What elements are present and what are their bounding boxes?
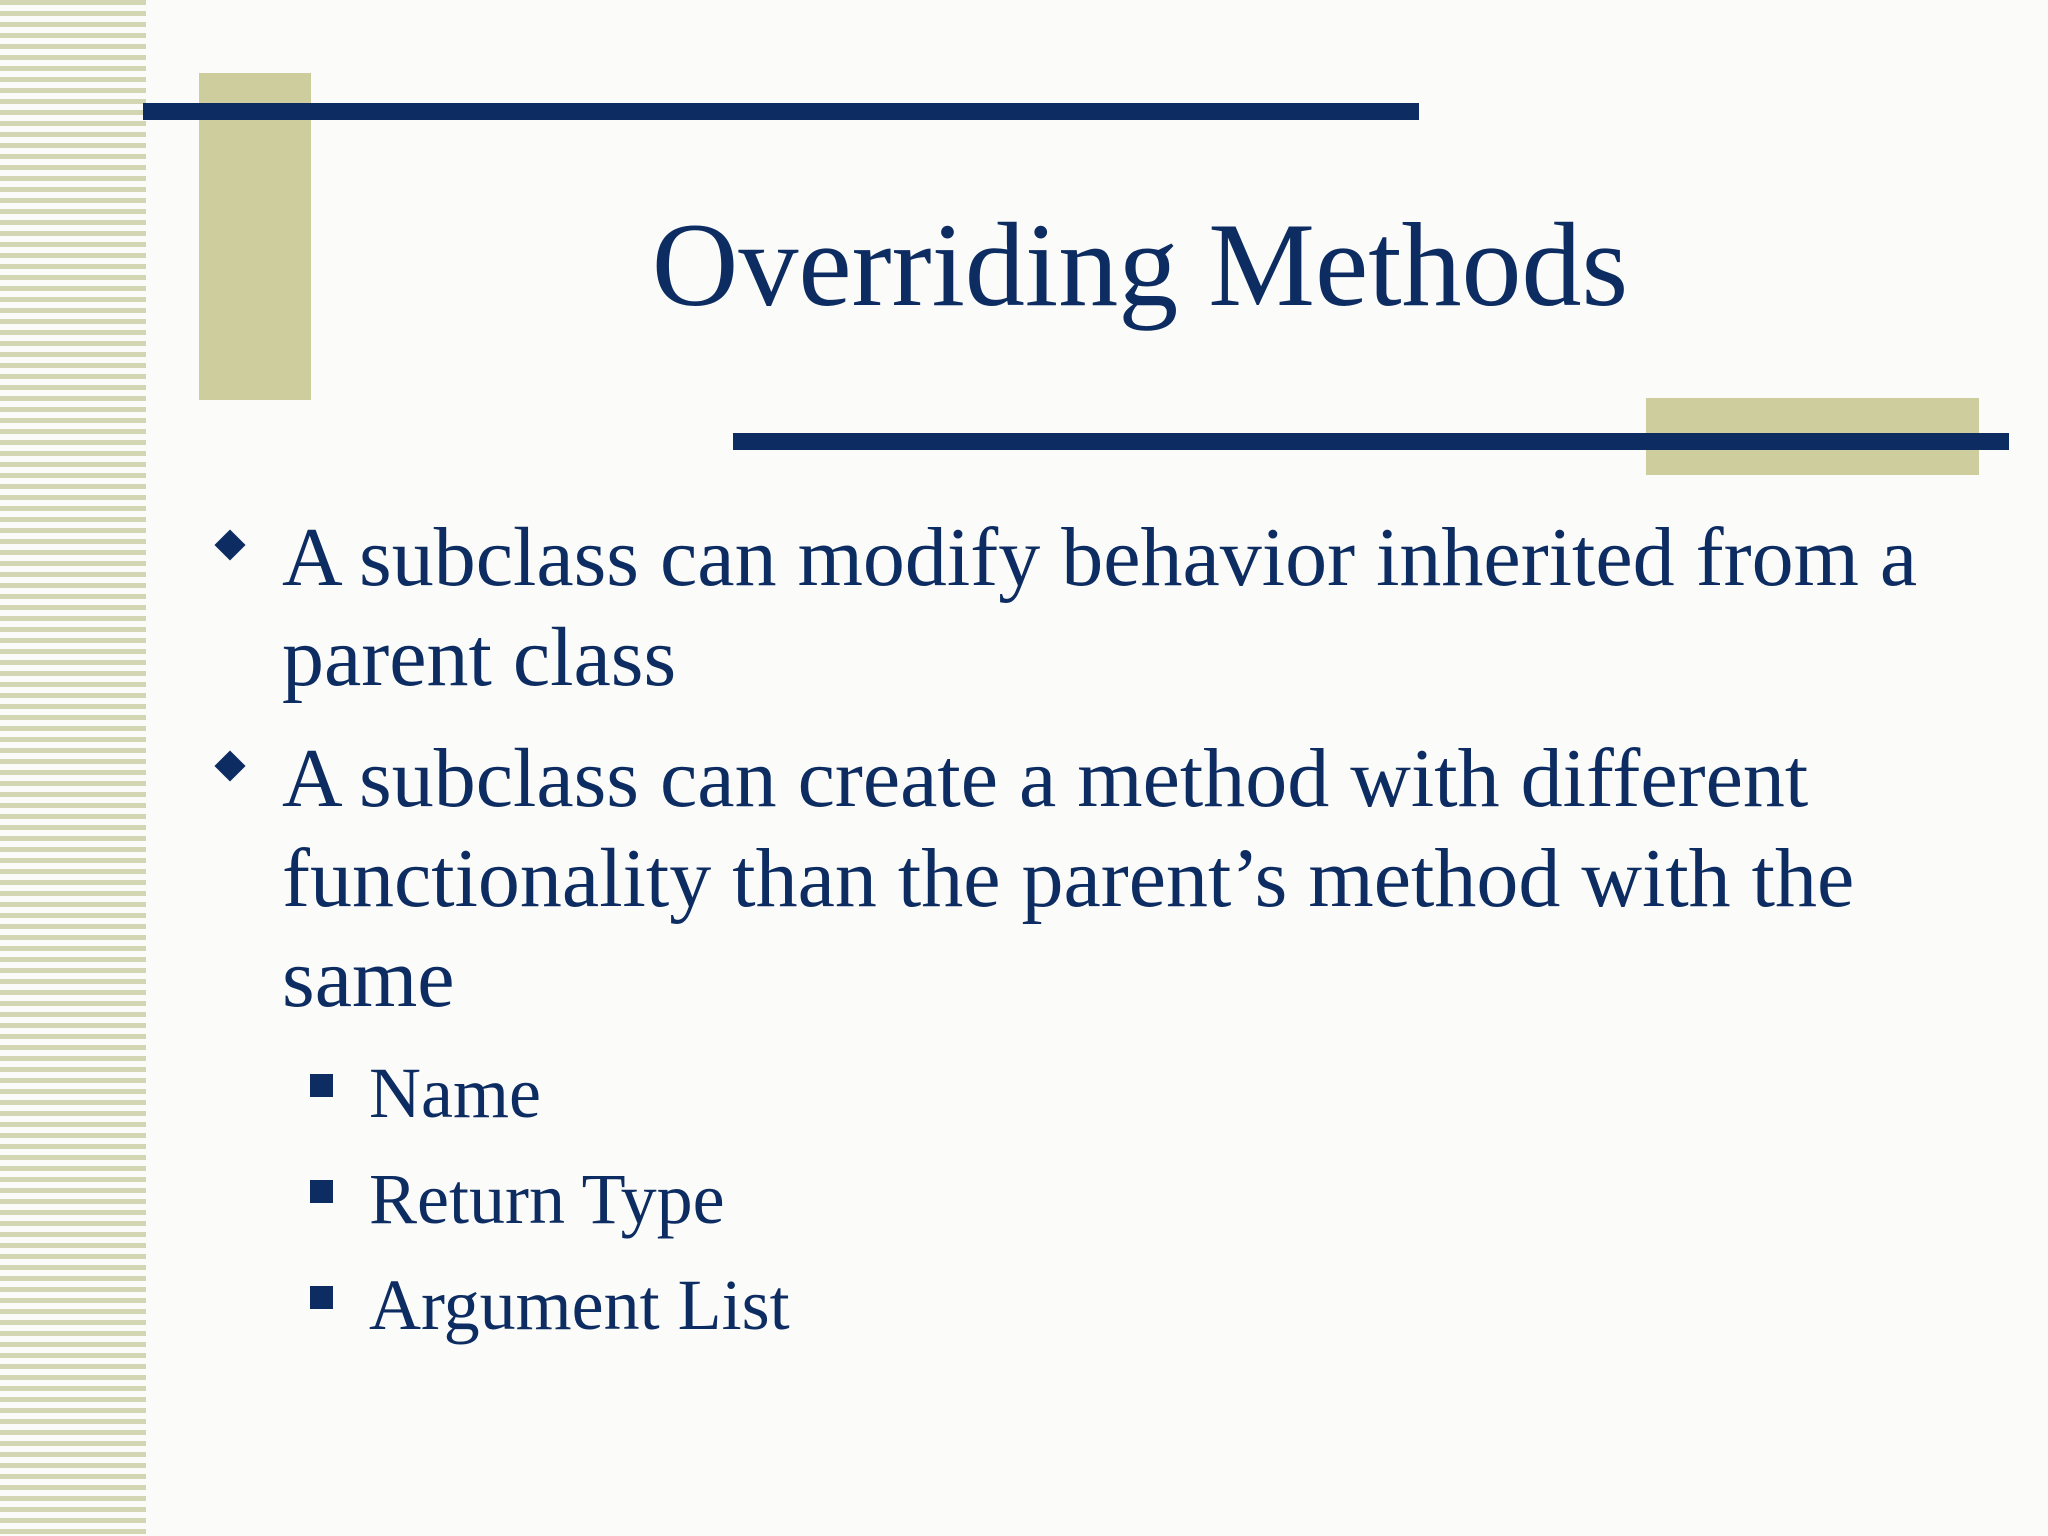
bullet-item: [210, 508, 2000, 708]
diamond-bullet-icon: [214, 750, 245, 781]
bullet-text: A subclass can create a method with different functionality than the parent’s method with the same: [282, 732, 1855, 1025]
top-rule: [143, 103, 1419, 120]
sub-bullet-item: [309, 1040, 2000, 1146]
square-bullet-icon: [310, 1074, 333, 1097]
sub-bullet-text: Argument List: [369, 1265, 790, 1345]
bullet-item: [210, 729, 2000, 1029]
sub-bullet-item: [309, 1252, 2000, 1358]
top-accent-block: [199, 73, 311, 400]
diamond-bullet-icon: [214, 529, 245, 560]
sub-bullet-list: [210, 1040, 2000, 1358]
sub-bullet-text: Return Type: [369, 1159, 725, 1239]
sub-bullet-text: Name: [369, 1053, 541, 1133]
square-bullet-icon: [310, 1180, 333, 1203]
bullet-list: [210, 508, 2000, 1050]
bottom-rule: [733, 433, 2009, 450]
bullet-text: A subclass can modify behavior inherited from a parent class: [282, 511, 1918, 704]
slide-title: Overriding Methods: [651, 198, 1629, 331]
striped-sidebar: [0, 0, 146, 1536]
square-bullet-icon: [310, 1286, 333, 1309]
sub-bullet-item: [309, 1146, 2000, 1252]
